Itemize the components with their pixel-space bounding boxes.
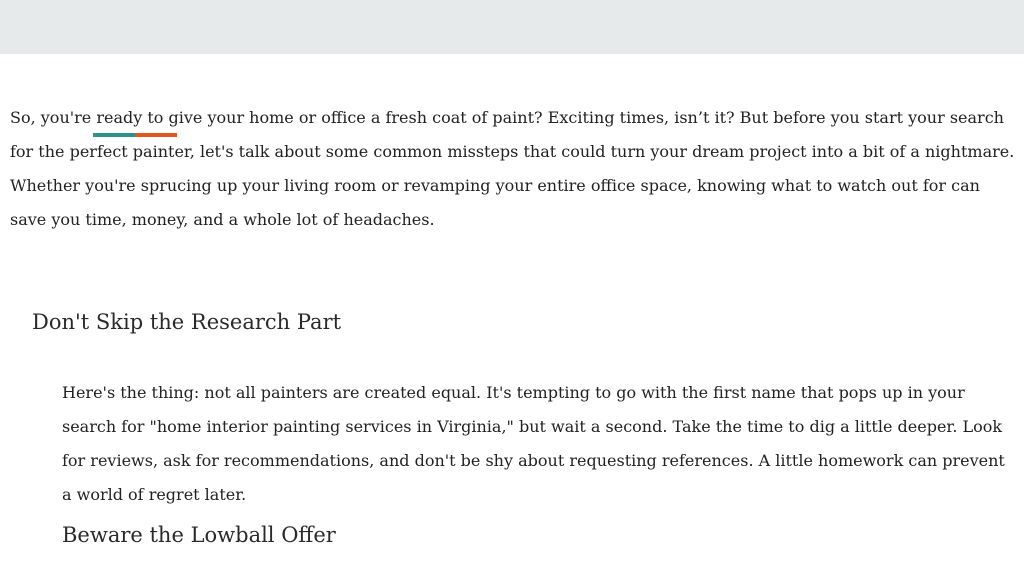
header-bar	[0, 0, 1024, 54]
section-body-research: Here's the thing: not all painters are created equal. It's tempting to go with the first name that pops up in your search for "home interior painting services in Virginia," but wait a second. Take the time to dig a little deeper. Look for reviews, ask for recommendations, and don't be shy about requesting references. A little homework can prevent a world of regret later.	[62, 383, 1005, 504]
section-heading-lowball: Beware the Lowball Offer	[62, 523, 336, 547]
intro-paragraph: So, you're ready to give your home or office a fresh coat of paint? Exciting times, isn’t it? But before you start your search for the perfect painter, let's talk about some common missteps that could turn your dream project into a bit of a nightmare. Whether you're sprucing up your living room or revamping your entire office space, knowing what to watch out for can save you time, money, and a whole lot of headaches.	[10, 108, 1015, 229]
section-heading-research: Don't Skip the Research Part	[32, 310, 342, 334]
